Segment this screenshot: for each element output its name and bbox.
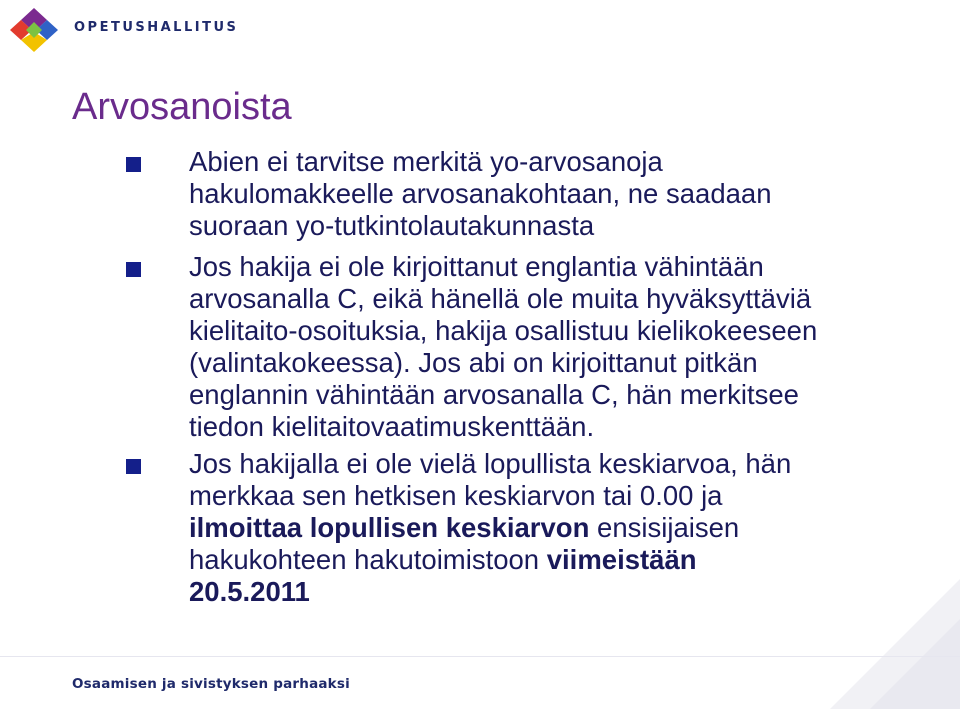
deadline-date: 20.5.2011 (189, 576, 310, 607)
emphasis-text: ilmoittaa lopullisen keskiarvon (189, 512, 590, 543)
footer-tagline: Osaamisen ja sivistyksen parhaaksi (72, 676, 350, 692)
bullet-square-icon (126, 262, 141, 277)
bullet-item (189, 251, 929, 443)
bullet-line: Abien ei tarvitse merkitä yo-arvosanoja (189, 146, 663, 177)
bullet-line: arvosanalla C, eikä hänellä ole muita hyväksyttäviä (189, 283, 812, 314)
bullet-square-icon (126, 459, 141, 474)
bullet-line: kielitaito-osoituksia, hakija osallistuu kielikokeeseen (189, 315, 818, 346)
bullet-text: ensisijaisen (589, 512, 740, 543)
brand-name: OPETUSHALLITUS (74, 20, 239, 35)
bullet-line: tiedon kielitaitovaatimuskenttään. (189, 411, 595, 442)
bullet-line: englannin vähintään arvosanalla C, hän merkitsee (189, 379, 799, 410)
bullet-line: (valintakokeessa). Jos abi on kirjoittanut pitkän (189, 347, 758, 378)
bullet-line: Jos hakijalla ei ole vielä lopullista keskiarvoa, hän (189, 448, 792, 479)
slide-title: Arvosanoista (72, 86, 292, 128)
diamond-logo-icon (6, 4, 62, 56)
bullet-line: suoraan yo-tutkintolautakunnasta (189, 210, 595, 241)
bullet-line (189, 512, 929, 544)
bullet-line: merkkaa sen hetkisen keskiarvon tai 0.00 ja (189, 480, 723, 511)
bullet-item (189, 146, 929, 242)
footer-divider (0, 656, 960, 657)
bullet-square-icon (126, 157, 141, 172)
bullet-line: hakulomakkeelle arvosanakohtaan, ne saadaan (189, 178, 772, 209)
bullet-line: Jos hakija ei ole kirjoittanut englantia vähintään (189, 251, 764, 282)
emphasis-text: viimeistään (546, 544, 697, 575)
corner-decoration (740, 559, 960, 709)
bullet-text: hakukohteen hakutoimistoon (189, 544, 547, 575)
